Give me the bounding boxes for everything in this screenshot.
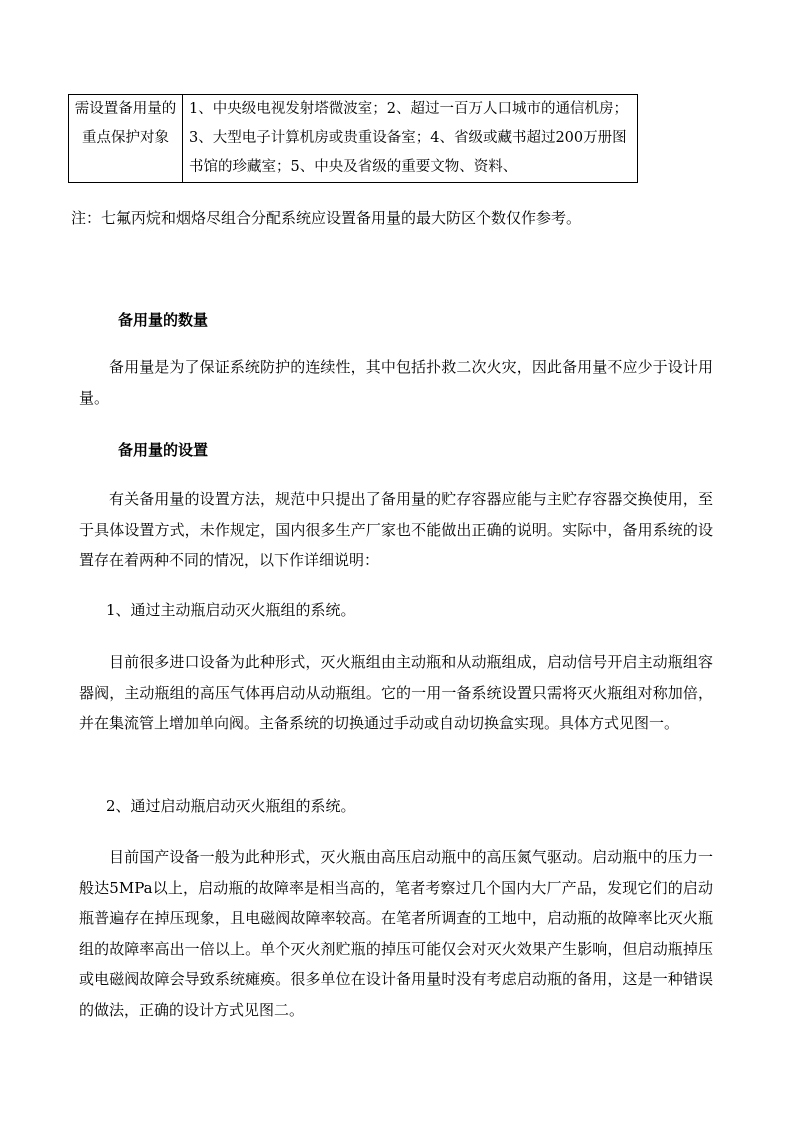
- paragraph-setup-intro: 有关备用量的设置方法，规范中只提出了备用量的贮存容器应能与主贮存容器交换使用，至于具体设置方式，未作规定，国内很多生产厂家也不能做出正确的说明。实际中，备用系统的设置存在着两种不同的情况，以下作详细说明：: [79, 490, 713, 569]
- table-label-text: 需设置备用量的重点保护对象: [74, 101, 177, 146]
- item2-title: 2、通过启动瓶启动灭火瓶组的系统。: [106, 797, 356, 815]
- table-row: [69, 95, 638, 183]
- item1-title: 1、通过主动瓶启动灭火瓶组的系统。: [106, 601, 356, 619]
- table-content-text: 1、中央级电视发射塔微波室；2、超过一百万人口城市的通信机房；3、大型电子计算机房或贵重设备室；4、省级或藏书超过200万册图书馆的珍藏室；5、中央及省级的重要文物、资料、: [189, 101, 628, 175]
- section-heading-quantity: 备用量的数量: [118, 311, 209, 329]
- table-note: 注：七氟丙烷和烟烙尽组合分配系统应设置备用量的最大防区个数仅作参考。: [71, 209, 582, 227]
- section-heading-setup: 备用量的设置: [118, 441, 209, 459]
- backup-protection-table: [68, 94, 638, 183]
- paragraph-item1: 目前很多进口设备为此种形式，灭火瓶组由主动瓶和从动瓶组成，启动信号开启主动瓶组容器阀，主动瓶组的高压气体再启动从动瓶组。它的一用一备系统设置只需将灭火瓶组对称加倍，并在集流管上增加单向阀。主备系统的切换通过手动或自动切换盒实现。具体方式见图一。: [79, 653, 713, 732]
- table-content-cell: [183, 95, 638, 183]
- table-label-cell: [69, 95, 183, 183]
- paragraph-quantity: 备用量是为了保证系统防护的连续性，其中包括扑救二次火灾，因此备用量不应少于设计用量。: [79, 358, 713, 407]
- paragraph-item2: 目前国产设备一般为此种形式，灭火瓶由高压启动瓶中的高压氮气驱动。启动瓶中的压力一般达5MPa以上，启动瓶的故障率是相当高的，笔者考察过几个国内大厂产品，发现它们的启动瓶普遍存在掉压现象，且电磁阀故障率较高。在笔者所调查的工地中，启动瓶的故障率比灭火瓶组的故障率高出一倍以上。单个灭火剂贮瓶的掉压可能仅会对灭火效果产生影响，但启动瓶掉压或电磁阀故障会导致系统瘫痪。很多单位在设计备用量时没有考虑启动瓶的备用，这是一种错误的做法，正确的设计方式见图二。: [79, 848, 713, 1019]
